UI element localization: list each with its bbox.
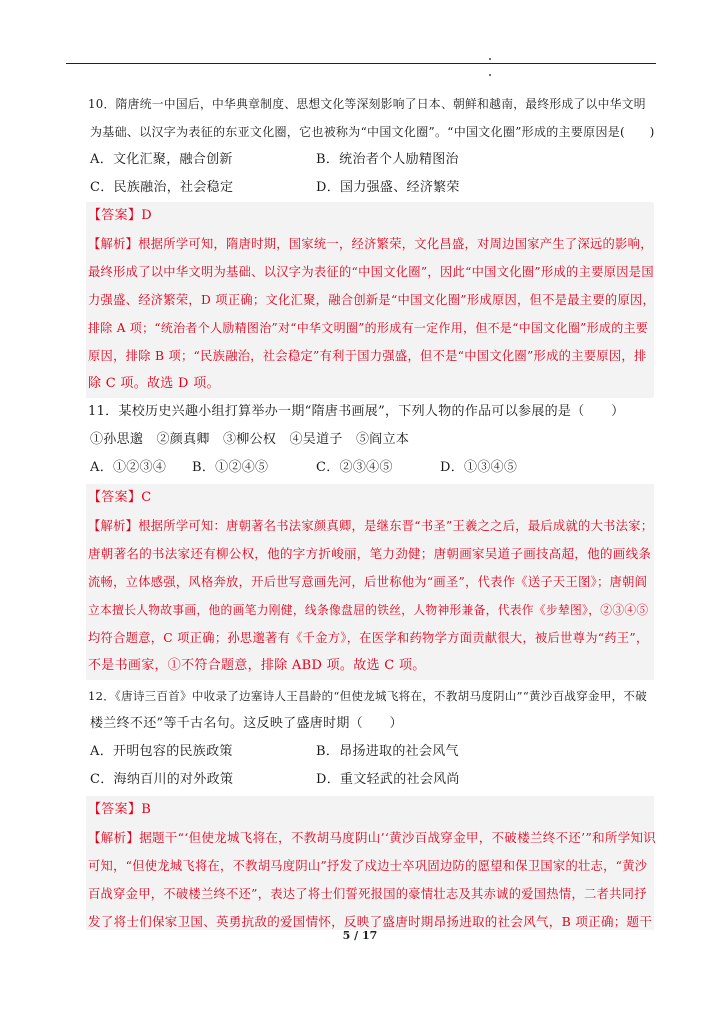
q11-stem-line-1: 11．某校历史兴趣小组打算举办一期“隋唐书画展”，下列人物的作品可以参展的是（ ） — [88, 404, 625, 419]
q11-analysis-line: 【解析】根据所学可知：唐朝著名书法家颜真卿，是继东晋“书圣”王羲之之后，最后成就的大书法家； — [88, 519, 654, 533]
q12-option-b: B．昂扬进取的社会风气 — [316, 744, 459, 759]
q10-stem-line-1: 10．隋唐统一中国后，中华典章制度、思想文化等深刻影响了日本、朝鲜和越南，最终形成了以中华文明 — [88, 97, 646, 111]
q12-answer: 【答案】B — [88, 802, 152, 817]
q12-analysis-line: 发了将士们保家卫国、英勇抗敌的爱国情怀，反映了盛唐时期昂扬进取的社会风气，B 项正确；题干 — [88, 914, 653, 929]
q12-analysis-line: 可知，“但使龙城飞将在，不教胡马度阴山”抒发了戍边士卒巩固边防的愿望和保卫国家的壮志，“黄沙 — [88, 859, 648, 873]
q11-option-b: B．①②④⑤ — [192, 460, 269, 475]
q11-option-c: C．②③④⑤ — [316, 460, 393, 475]
q10-analysis-line: 力强盛、经济繁荣，D 项正确；文化汇聚，融合创新是“中国文化圈”形成原因，但不是最主要的原因， — [88, 293, 656, 307]
header-rule — [66, 63, 656, 64]
q10-option-d: D．国力强盛、经济繁荣 — [316, 180, 460, 195]
q10-option-b: B．统治者个人励精图治 — [316, 152, 459, 167]
q11-option-a: A．①②③④ — [90, 460, 167, 475]
q12-option-c: C．海纳百川的对外政策 — [90, 772, 234, 787]
header-dot — [489, 74, 491, 76]
q11-analysis-line: 立本擅长人物故事画，他的画笔力刚健，线条像盘屈的铁丝，人物神形兼备，代表作《步辇图》，②③④⑤ — [88, 603, 649, 617]
q10-answer: 【答案】D — [88, 208, 152, 223]
q11-option-d: D．①③④⑤ — [440, 460, 518, 475]
page-number: 5 / 17 — [342, 929, 378, 942]
q11-analysis-line: 唐朝著名的书法家还有柳公权，他的字方折峻丽，笔力劲健；唐朝画家吴道子画技高超，他的画线条 — [88, 546, 652, 561]
q12-option-a: A．开明包容的民族政策 — [90, 744, 233, 759]
q11-analysis-line: 流畅，立体感强，风格奔放，开后世写意画先河，后世称他为“画圣”，代表作《送子天王图》；唐朝阎 — [88, 575, 648, 589]
q10-option-c: C．民族融治，社会稳定 — [90, 180, 234, 195]
q11-answer: 【答案】C — [88, 490, 152, 505]
q12-analysis-line: 【解析】据题干“‘但使龙城飞将在，不教胡马度阴山’‘黄沙百战穿金甲，不破楼兰终不还’”和所学知识 — [88, 830, 657, 845]
q10-analysis-line: 最终形成了以中华文明为基础、以汉字为表征的“中国文化圈”，因此“中国文化圈”形成的主要原因是国 — [88, 265, 654, 279]
q11-items: ①孙思邈 ②颜真卿 ③柳公权 ④吴道子 ⑤阎立本 — [90, 432, 410, 447]
q11-analysis-line: 均符合题意，C 项正确；孙思邈著有《千金方》，在医学和药物学方面贡献很大，被后世尊为“药王”， — [88, 631, 649, 645]
q11-analysis-line: 不是书画家，①不符合题意，排除 ABD 项。故选 C 项。 — [88, 658, 426, 673]
q12-stem-line-1: 12．《唐诗三百首》中收录了边塞诗人王昌龄的“但使龙城飞将在，不教胡马度阴山”“黄沙百战穿金甲，不破 — [88, 689, 648, 703]
q10-stem-line-2: 为基础、以汉字为表征的东亚文化圈，它也被称为“中国文化圈”。“中国文化圈”形成的主要原因是( ) — [90, 125, 655, 139]
q10-analysis-line: 原因，排除 B 项；“民族融治，社会稳定”有利于国力强盛，但不是“中国文化圈”形成的主要原因，排 — [88, 349, 647, 363]
q10-analysis-line: 除 C 项。故选 D 项。 — [88, 376, 220, 391]
q10-analysis-line: 排除 A 项；“统治者个人励精图治”对“中华文明圈”的形成有一定作用，但不是“中国文化圈”形成的主要 — [88, 321, 649, 335]
q10-analysis-line: 【解析】根据所学可知，隋唐时期，国家统一，经济繁荣，文化昌盛，对周边国家产生了深远的影响， — [88, 237, 653, 251]
q12-stem-line-2: 楼兰终不还”等千古名句。这反映了盛唐时期（ ） — [90, 716, 403, 731]
q12-analysis-line: 百战穿金甲，不破楼兰终不还”，表达了将士们誓死报国的豪情壮志及其赤诚的爱国热情，二者共同抒 — [88, 887, 647, 901]
q12-option-d: D．重文轻武的社会风尚 — [316, 772, 460, 787]
header-dot — [489, 58, 491, 60]
q10-option-a: A．文化汇聚，融合创新 — [90, 152, 233, 167]
